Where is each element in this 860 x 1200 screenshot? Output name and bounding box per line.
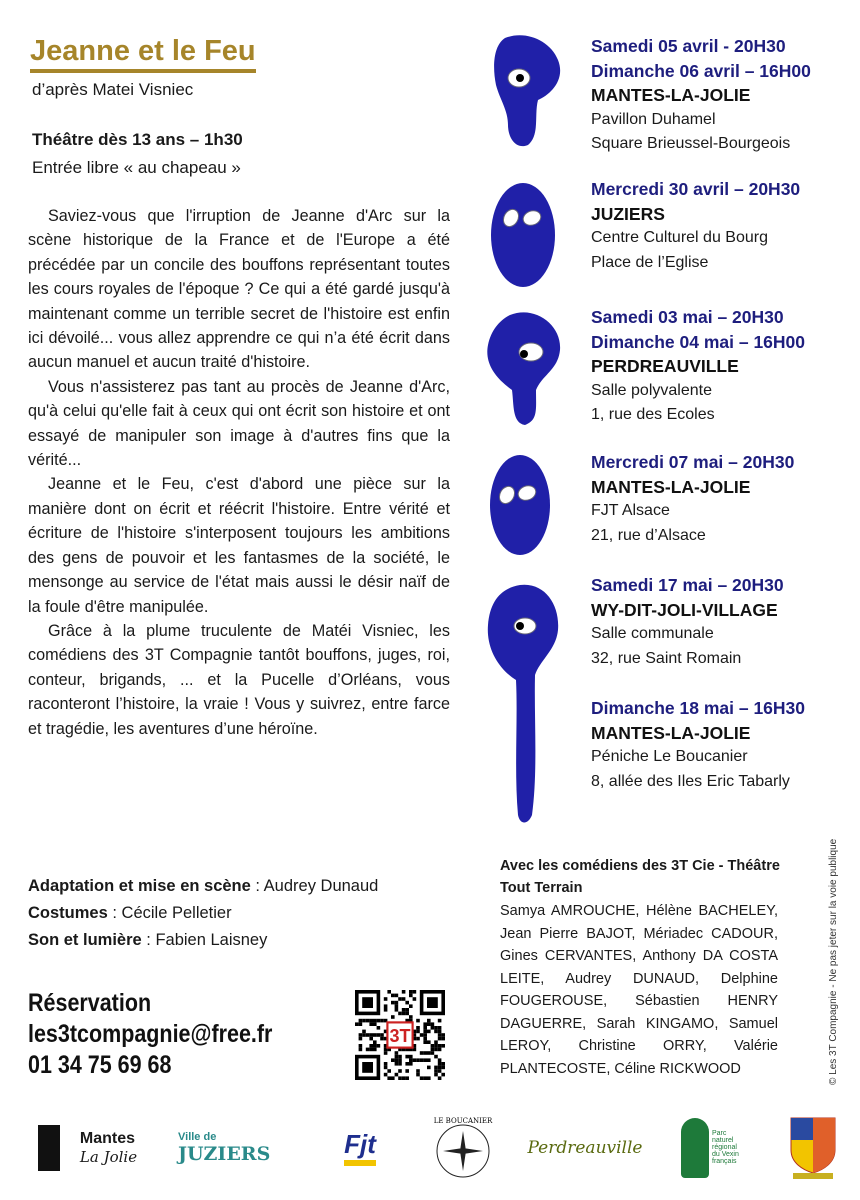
event-date: Samedi 03 mai – 20H30: [591, 307, 784, 327]
paragraph: Saviez-vous que l'irruption de Jeanne d'Arc sur la scène historique de la France et de l'Europe a été précédée par un concile des bouffons représentant toutes les cours royales de l'époque ? Ce qui a été gardé jusqu'à maintenant comme un terrible secret de l'histoire est enfin ici dévoilé... vous allez apprendre ce qui n’a été écrit dans aucun manuel et aucun traité d'histoire.: [28, 207, 450, 372]
logo-text: Mantes: [79, 1129, 136, 1147]
logo-text: Parc naturel régional du Vexin français: [712, 1130, 739, 1165]
blob-3: [487, 312, 560, 425]
event-2: [591, 177, 800, 275]
paragraph: Vous n'assisterez pas tant au procès de Jeanne d'Arc, qu'à celui qu'elle fait à ceux qui ont écrit son histoire et ont essayé de manipuler son image à d'autres fins que la vérité...: [28, 377, 450, 470]
logo-text: Perdreauville: [527, 1137, 643, 1158]
logo-text: LE BOUCANIER: [433, 1116, 493, 1125]
logo-perdreauville: [525, 1110, 645, 1185]
event-city: MANTES-LA-JOLIE: [591, 85, 751, 105]
event-city: WY-DIT-JOLI-VILLAGE: [591, 599, 778, 620]
credit-name: : Fabien Laisney: [141, 931, 268, 949]
event-venue: Square Brieussel-Bourgeois: [591, 135, 791, 152]
credit-name: : Audrey Dunaud: [250, 877, 379, 895]
cast-heading: Avec les comédiens des 3T Cie - Théâtre Tout Terrain: [500, 858, 780, 896]
logo-parc-vexin: [680, 1110, 745, 1185]
blob-4: [490, 455, 550, 555]
event-date: Mercredi 30 avril – 20H30: [591, 179, 801, 199]
reservation-label: Réservation: [28, 989, 152, 1017]
page-title: Jeanne et le Feu: [30, 34, 256, 73]
credit-role: Costumes: [28, 904, 108, 922]
blob-2: [491, 183, 555, 287]
event-1: [591, 34, 811, 157]
reservation-email[interactable]: les3tcompagnie@free.fr: [28, 1020, 273, 1048]
event-date: Dimanche 04 mai – 16H00: [591, 331, 806, 352]
event-venue: 21, rue d’Alsace: [591, 526, 706, 544]
paragraph: Jeanne et le Feu, c'est d'abord une pièce sur la manière dont on écrit et réécrit l'histoire. Entre vérité et écriture de l'histoire s'interposent toujours les ambitions des gens de pouvoir et les fantasmes de la société, le mensonge au service de l'état mais aussi le désir naïf de la foule d'être manipulée.: [28, 475, 450, 616]
logo-text: Ville de: [178, 1130, 217, 1143]
event-date: Samedi 17 mai – 20H30: [591, 575, 784, 595]
logo-fjt: [330, 1110, 390, 1185]
event-venue: 32, rue Saint Romain: [591, 649, 742, 667]
author: d’après Matei Visniec: [32, 80, 194, 99]
event-5: [591, 573, 784, 671]
event-date: Dimanche 18 mai – 16H30: [591, 698, 806, 718]
event-city: MANTES-LA-JOLIE: [591, 476, 751, 497]
logo-juziers: [178, 1110, 288, 1185]
event-3: [591, 305, 805, 428]
event-date: Dimanche 06 avril – 16H00: [591, 60, 811, 81]
event-city: JUZIERS: [591, 203, 665, 224]
event-venue: Place de l’Eglise: [591, 253, 709, 271]
event-venue: Centre Culturel du Bourg: [591, 229, 768, 246]
age-duration: Théâtre dès 13 ans – 1h30: [32, 130, 243, 149]
description: [28, 204, 450, 741]
qr-code[interactable]: [355, 990, 445, 1080]
logo-boucanier: [428, 1110, 498, 1185]
credit-sound-light: [28, 931, 267, 950]
event-4: [591, 450, 794, 548]
event-venue: Pavillon Duhamel: [591, 110, 716, 128]
paragraph: Grâce à la plume truculente de Matéi Visniec, les comédiens des 3T Compagnie tantôt bouffons, juges, roi, conteur, brigands, ... et la Pucelle d’Orléans, vous raconteront l’histoire, la vraie ! Vous y suivrez, entre farce et tragédie, les aventures d’une héroïne.: [28, 621, 450, 738]
entry-info: Entrée libre « au chapeau »: [32, 158, 241, 177]
event-city: PERDREAUVILLE: [591, 356, 739, 376]
logo-text: Fjt: [344, 1129, 376, 1166]
credit-role: Adaptation et mise en scène: [28, 877, 251, 895]
credit-costumes: [28, 904, 232, 923]
cast-list: Samya AMROUCHE, Hélène BACHELEY, Jean Pierre BAJOT, Mériadec CADOUR, Gines CERVANTES, Anthony DA COSTA LEITE, Audrey DUNAUD, Delphine FOUGEROUSE, Sébastien HENRY DAGUERRE, Sarah KINGAMO, Samuel LEROY, Christine ORRY, Valérie PLANTECOSTE, Céline RICKWOOD: [500, 903, 778, 1077]
blob-1: [494, 35, 560, 146]
svg-text:3T: 3T: [389, 1026, 411, 1047]
credit-role: Son et lumière: [28, 931, 142, 949]
event-venue: Salle communale: [591, 625, 714, 642]
event-venue: Salle polyvalente: [591, 381, 712, 399]
event-date: Mercredi 07 mai – 20H30: [591, 452, 795, 472]
logo-text: La Jolie: [79, 1147, 138, 1166]
reservation-phone[interactable]: 01 34 75 69 68: [28, 1051, 172, 1079]
event-venue: 8, allée des Iles Eric Tabarly: [591, 772, 790, 790]
event-city: MANTES-LA-JOLIE: [591, 722, 751, 743]
event-6: [591, 696, 805, 794]
event-venue: FJT Alsace: [591, 502, 670, 519]
event-date: Samedi 05 avril - 20H30: [591, 36, 786, 56]
event-venue: 1, rue des Ecoles: [591, 406, 715, 423]
reservation: [28, 988, 272, 1081]
credit-name: : Cécile Pelletier: [107, 904, 232, 922]
logo-text: JUZIERS: [178, 1142, 271, 1165]
credit-adaptation: [28, 877, 378, 896]
logo-coat-of-arms: [785, 1110, 840, 1185]
logo-mantes-la-jolie: [25, 1110, 150, 1185]
blob-characters-illustration: [480, 30, 570, 830]
event-venue: Péniche Le Boucanier: [591, 748, 748, 765]
copyright-notice: © Les 3T Compagnie - Ne pas jeter sur la voie publique: [828, 838, 839, 1085]
